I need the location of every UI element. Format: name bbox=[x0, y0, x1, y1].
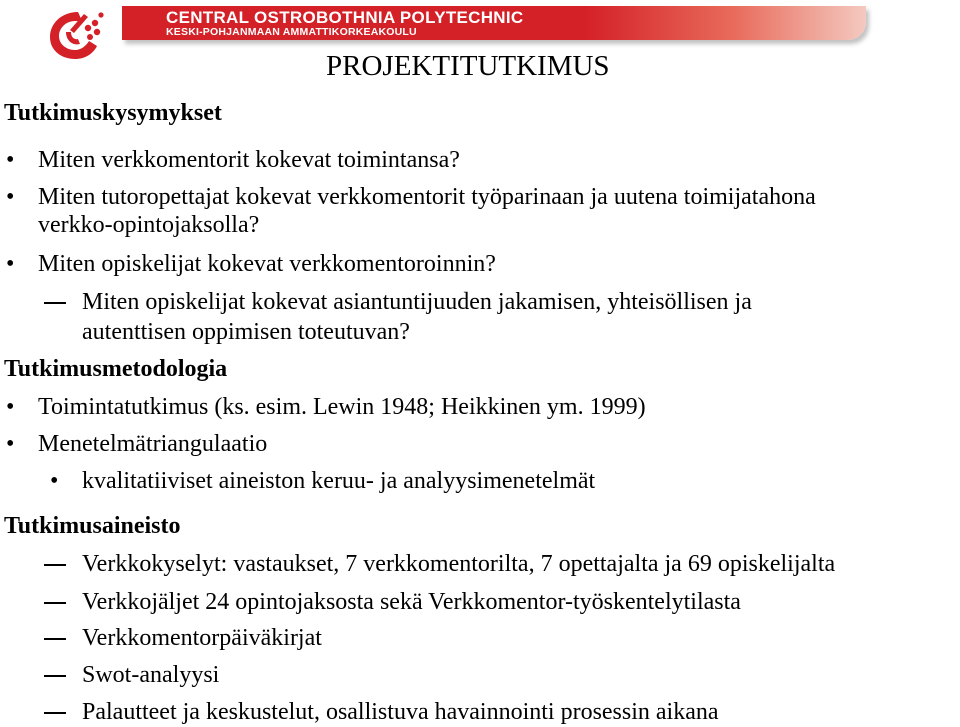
material-item: Verkkojäljet 24 opintojaksosta sekä Verkkomentor-työskentelytilasta bbox=[82, 589, 741, 615]
bullet: • bbox=[6, 251, 15, 277]
bullet: • bbox=[6, 394, 15, 420]
question-item: Miten opiskelijat kokevat verkkomentoroinnin? bbox=[38, 251, 496, 277]
question-subitem-continued: autenttisen oppimisen toteutuvan? bbox=[82, 319, 410, 345]
dash-marker bbox=[44, 712, 66, 714]
page-title: PROJEKTITUTKIMUS bbox=[326, 50, 610, 82]
material-item: Verkkokyselyt: vastaukset, 7 verkkomentorilta, 7 opettajalta ja 69 opiskelijalta bbox=[82, 551, 836, 577]
question-item: Miten tutoropettajat kokevat verkkomentorit työparinaan ja uutena toimijatahona bbox=[38, 184, 816, 210]
cop-logo-icon bbox=[44, 6, 106, 62]
dash-marker bbox=[44, 564, 66, 566]
methodology-subitem: kvalitatiiviset aineiston keruu- ja analyysimenetelmät bbox=[82, 468, 596, 494]
question-subitem: Miten opiskelijat kokevat asiantuntijuuden jakamisen, yhteisöllisen ja bbox=[82, 289, 752, 315]
methodology-item: Toimintatutkimus (ks. esim. Lewin 1948; Heikkinen ym. 1999) bbox=[38, 394, 646, 420]
institution-name-finnish: KESKI-POHJANMAAN AMMATTIKORKEAKOULU bbox=[166, 26, 417, 38]
methodology-item: Menetelmätriangulaatio bbox=[38, 431, 268, 457]
questions-heading: Tutkimuskysymykset bbox=[4, 100, 222, 126]
material-item: Swot-analyysi bbox=[82, 662, 220, 688]
methodology-heading: Tutkimusmetodologia bbox=[4, 356, 228, 382]
dash-marker bbox=[44, 675, 66, 677]
question-item: Miten verkkomentorit kokevat toimintansa? bbox=[38, 147, 460, 173]
bullet: • bbox=[6, 184, 15, 210]
dash-marker bbox=[44, 602, 66, 604]
bullet: • bbox=[6, 147, 15, 173]
question-item-continued: verkko-opintojaksolla? bbox=[38, 212, 260, 238]
dash-marker bbox=[44, 302, 66, 304]
institution-banner bbox=[122, 6, 866, 40]
material-item: Palautteet ja keskustelut, osallistuva havainnointi prosessin aikana bbox=[82, 699, 719, 725]
institution-name: CENTRAL OSTROBOTHNIA POLYTECHNIC bbox=[166, 8, 524, 27]
material-heading: Tutkimusaineisto bbox=[4, 513, 181, 539]
bullet: • bbox=[6, 431, 15, 457]
material-item: Verkkomentorpäiväkirjat bbox=[82, 625, 322, 651]
dash-marker bbox=[44, 638, 66, 640]
bullet: • bbox=[50, 468, 59, 494]
